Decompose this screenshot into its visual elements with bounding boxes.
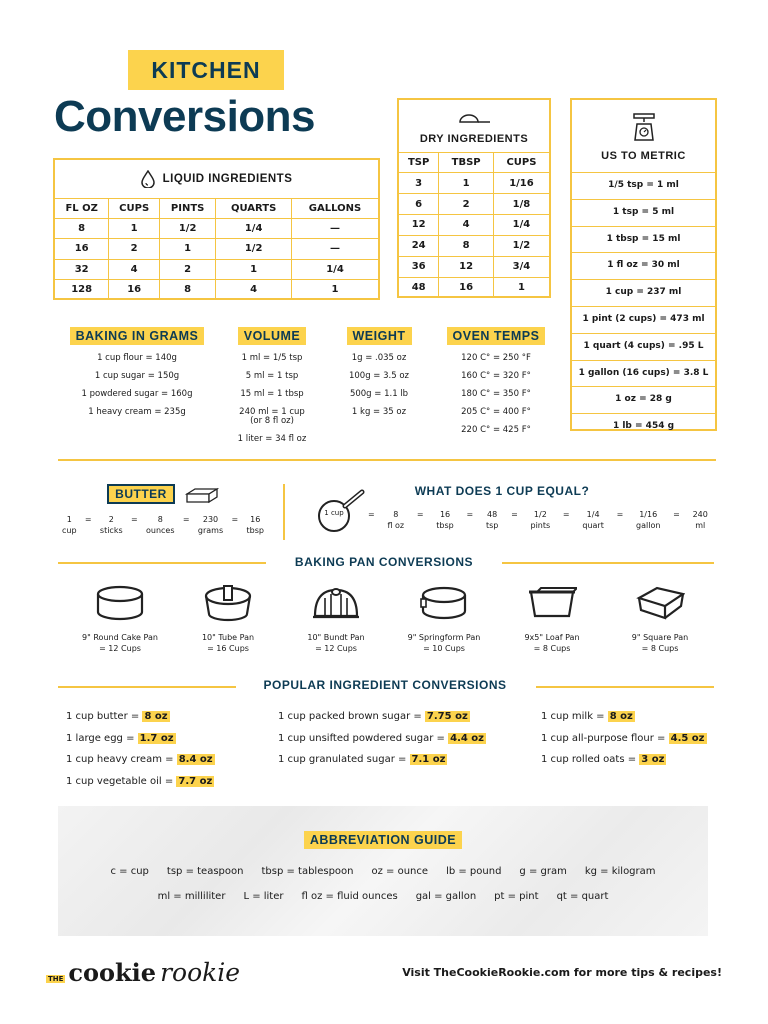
ingredient-label: 1 cup butter = xyxy=(66,711,143,722)
ingredient-value: 1.7 oz xyxy=(139,732,174,744)
equals-sign: = xyxy=(673,510,680,519)
popular-item xyxy=(278,706,486,728)
table-cell: 12 xyxy=(399,215,439,236)
ingredient-value: 7.75 oz xyxy=(426,711,468,722)
logo-the: THE xyxy=(48,975,64,983)
grams-item: 1 cup flour = 140g xyxy=(97,353,177,363)
abbreviation-item: tbsp = tablespoon xyxy=(261,866,354,877)
abbreviation-item: L = liter xyxy=(243,891,284,902)
table-cell: 1 xyxy=(159,239,215,259)
butter-value xyxy=(198,514,223,536)
equals-sign: = xyxy=(84,515,92,524)
column-header: FL OZ xyxy=(55,199,109,218)
metric-item: 1 cup = 237 ml xyxy=(572,280,715,307)
table-cell: 1 xyxy=(291,279,378,299)
value-unit: cup xyxy=(62,526,77,535)
pan-item xyxy=(178,584,278,654)
volume-item: (or 8 fl oz) xyxy=(250,416,294,426)
pan-value: = 10 Cups xyxy=(423,644,465,653)
weight-item: 500g = 1.1 lb xyxy=(349,389,409,399)
ingredient-value: 7.7 oz xyxy=(178,775,213,787)
abbreviation-item: lb = pound xyxy=(446,866,502,877)
us-to-metric-table xyxy=(570,98,717,431)
value-number: 1/2 xyxy=(533,510,547,519)
volume-item: 1 ml = 1/5 tsp xyxy=(241,353,303,363)
value-number: 8 xyxy=(393,510,399,519)
ingredient-value: 8 oz xyxy=(609,711,633,722)
pan-name: 10" Bundt Pan xyxy=(307,633,365,642)
value-number: 2 xyxy=(108,515,114,524)
grams-title: BAKING IN GRAMS xyxy=(70,327,205,345)
ingredient-label: 1 cup rolled oats = xyxy=(541,754,640,765)
table-cell: 3/4 xyxy=(493,256,549,277)
table-cell: 1 xyxy=(216,259,292,279)
popular-item xyxy=(541,706,707,728)
ingredient-label: 1 cup vegetable oil = xyxy=(66,775,177,787)
value-unit: ounces xyxy=(146,526,175,535)
butter-value xyxy=(146,514,175,536)
metric-item: 1/5 tsp = 1 ml xyxy=(572,173,715,200)
table-row xyxy=(399,256,549,277)
equals-sign: = xyxy=(416,510,424,519)
volume-item: 1 liter = 34 fl oz xyxy=(237,434,307,444)
value-number: 16 xyxy=(439,510,451,519)
cup-value xyxy=(531,509,551,531)
value-number: 16 xyxy=(250,515,261,524)
oven-item: 120 C° = 250 °F xyxy=(461,353,531,363)
equals-sign: = xyxy=(368,510,375,519)
table-row xyxy=(399,235,549,256)
popular-item xyxy=(66,749,215,771)
value-number: 1/16 xyxy=(639,510,658,519)
table-cell: 8 xyxy=(159,279,215,299)
metric-item: 1 quart (4 cups) = .95 L xyxy=(572,334,715,361)
volume-section xyxy=(225,325,319,448)
table-cell: 8 xyxy=(439,235,494,256)
cup-value xyxy=(387,509,404,531)
table-cell: 2 xyxy=(159,259,215,279)
table-row xyxy=(55,218,378,238)
table-row xyxy=(55,279,378,299)
butter-value xyxy=(62,514,77,536)
equals-sign: = xyxy=(231,515,239,524)
pan-name: 9" Square Pan xyxy=(631,633,689,642)
droplet-icon xyxy=(141,170,155,188)
abbreviation-item: ml = milliliter xyxy=(157,891,226,902)
value-unit: ml xyxy=(695,521,706,530)
volume-title: VOLUME xyxy=(238,327,306,345)
ingredient-value: 7.1 oz xyxy=(411,754,446,765)
bundt-pan-icon xyxy=(286,584,386,632)
value-number: 230 xyxy=(202,515,219,524)
value-unit: tbsp xyxy=(246,526,264,535)
table-row xyxy=(55,239,378,259)
ingredient-label: 1 cup unsifted powdered sugar = xyxy=(278,732,449,744)
logo-cookie: cookie xyxy=(68,958,157,987)
springform-pan-icon xyxy=(394,584,494,632)
table-cell: 2 xyxy=(109,239,160,259)
butter-value xyxy=(246,514,263,536)
table-cell: 128 xyxy=(55,279,109,299)
value-number: 1/4 xyxy=(586,510,600,519)
table-row xyxy=(399,194,549,215)
value-number: 48 xyxy=(487,510,498,519)
ingredient-value: 8.4 oz xyxy=(178,754,213,765)
table-cell: 1 xyxy=(109,218,160,238)
footer-tagline: Visit TheCookieRookie.com for more tips & recipes! xyxy=(402,966,722,979)
abbreviation-item: c = cup xyxy=(110,866,149,877)
column-header: CUPS xyxy=(493,153,549,173)
equals-sign: = xyxy=(466,510,474,519)
pan-item xyxy=(286,584,386,654)
cup-title: WHAT DOES 1 CUP EQUAL? xyxy=(414,484,590,498)
cup-value xyxy=(582,509,603,531)
table-cell: 4 xyxy=(216,279,292,299)
table-cell: 1 xyxy=(439,173,494,194)
abbreviation-item: fl oz = fluid ounces xyxy=(301,891,398,902)
grams-item: 1 powdered sugar = 160g xyxy=(81,389,193,399)
abbreviation-item: kg = kilogram xyxy=(584,866,656,877)
measuring-cup-icon xyxy=(316,488,368,534)
popular-item xyxy=(541,728,707,750)
abbreviation-item: pt = pint xyxy=(494,891,539,902)
table-cell: 1/2 xyxy=(493,235,549,256)
value-unit: sticks xyxy=(99,526,123,535)
volume-item: 240 ml = 1 cup xyxy=(239,407,305,417)
ingredient-value: 8 oz xyxy=(144,711,168,722)
divider xyxy=(536,686,714,688)
value-unit: tsp xyxy=(485,521,499,530)
pan-value: = 16 Cups xyxy=(207,644,249,653)
value-number: 240 xyxy=(692,510,708,519)
volume-item: 15 ml = 1 tbsp xyxy=(240,389,304,399)
table-cell: — xyxy=(291,239,378,259)
square-pan-icon xyxy=(610,584,710,632)
cup-value xyxy=(486,509,498,531)
liquid-title: LIQUID INGREDIENTS xyxy=(162,173,293,185)
table-cell: 1/8 xyxy=(493,194,549,215)
ingredient-value: 4.4 oz xyxy=(450,732,484,744)
divider xyxy=(58,686,236,688)
table-cell: 8 xyxy=(55,218,109,238)
table-cell: 3 xyxy=(399,173,439,194)
column-header: QUARTS xyxy=(216,199,292,218)
table-cell: 32 xyxy=(55,259,109,279)
dry-ingredients-table xyxy=(397,98,551,298)
value-number: 1 xyxy=(66,515,72,524)
table-cell: 1/2 xyxy=(216,239,292,259)
weight-item: 1 kg = 35 oz xyxy=(351,407,407,417)
cookie-rookie-logo xyxy=(46,958,240,987)
table-cell: 16 xyxy=(55,239,109,259)
pan-name: 10" Tube Pan xyxy=(201,633,255,642)
butter-section xyxy=(58,484,268,536)
table-cell: 6 xyxy=(399,194,439,215)
table-cell: 1/4 xyxy=(216,218,292,238)
table-row xyxy=(399,215,549,236)
abbreviation-item: qt = quart xyxy=(556,891,609,902)
popular-title: POPULAR INGREDIENT CONVERSIONS xyxy=(263,678,507,692)
volume-item: 5 ml = 1 tsp xyxy=(245,371,299,381)
table-cell: 24 xyxy=(399,235,439,256)
metric-item: 1 tbsp = 15 ml xyxy=(572,227,715,254)
column-header: TBSP xyxy=(439,153,494,173)
tube-pan-icon xyxy=(178,584,278,632)
oven-temps-section xyxy=(440,325,552,439)
pan-value: = 12 Cups xyxy=(315,644,357,653)
value-unit: fl oz xyxy=(387,521,405,530)
ingredient-label: 1 large egg = xyxy=(66,732,138,744)
round-cake-pan-icon xyxy=(70,584,170,632)
cup-value xyxy=(636,509,660,531)
equals-sign: = xyxy=(130,515,138,524)
column-header: PINTS xyxy=(159,199,215,218)
table-cell: 4 xyxy=(109,259,160,279)
pan-value: = 12 Cups xyxy=(99,644,141,653)
abbreviation-item: tsp = teaspoon xyxy=(166,866,244,877)
table-row xyxy=(399,277,549,297)
popular-item xyxy=(66,706,215,728)
metric-item: 1 tsp = 5 ml xyxy=(572,200,715,227)
oven-item: 180 C° = 350 F° xyxy=(461,389,531,399)
table-cell: 36 xyxy=(399,256,439,277)
butter-value xyxy=(100,514,123,536)
page-title: Conversions xyxy=(54,92,316,141)
abbreviation-item: g = gram xyxy=(519,866,567,877)
scoop-icon xyxy=(454,110,494,128)
table-cell: 1/16 xyxy=(493,173,549,194)
abbr-title: ABBREVIATION GUIDE xyxy=(304,831,462,849)
oven-item: 220 C° = 425 F° xyxy=(461,425,531,435)
equals-sign: = xyxy=(511,510,518,519)
ingredient-label: 1 cup packed brown sugar = xyxy=(278,711,425,722)
vertical-divider xyxy=(283,484,285,540)
value-unit: grams xyxy=(197,526,224,535)
divider xyxy=(58,562,266,564)
table-cell: 12 xyxy=(439,256,494,277)
table-cell: 16 xyxy=(439,277,494,297)
oven-item: 205 C° = 400 F° xyxy=(461,407,531,417)
pan-value: = 8 Cups xyxy=(533,644,571,653)
table-cell: 4 xyxy=(439,215,494,236)
oven-title: OVEN TEMPS xyxy=(447,327,546,345)
logo-rookie: rookie xyxy=(160,958,241,987)
kitchen-label: KITCHEN xyxy=(128,50,284,90)
cup-value xyxy=(693,509,708,531)
table-row xyxy=(55,259,378,279)
weight-item: 100g = 3.5 oz xyxy=(348,371,410,381)
equals-sign: = xyxy=(182,515,190,524)
pan-value: = 8 Cups xyxy=(641,644,679,653)
popular-item xyxy=(278,728,486,750)
popular-item xyxy=(66,771,215,793)
ingredient-label: 1 cup all-purpose flour = xyxy=(541,732,669,744)
pan-name: 9" Round Cake Pan xyxy=(82,633,158,642)
grams-item: 1 cup sugar = 150g xyxy=(94,371,180,381)
metric-item: 1 fl oz = 30 ml xyxy=(572,253,715,280)
liquid-ingredients-table xyxy=(53,158,380,300)
value-number: 8 xyxy=(157,515,163,524)
pan-item xyxy=(502,584,602,654)
pan-item xyxy=(70,584,170,654)
table-cell: 16 xyxy=(109,279,160,299)
pan-item xyxy=(394,584,494,654)
ingredient-label: 1 cup granulated sugar = xyxy=(278,754,410,765)
ingredient-value: 4.5 oz xyxy=(670,732,705,744)
abbreviation-item: oz = ounce xyxy=(371,866,429,877)
metric-title: US TO METRIC xyxy=(601,150,686,162)
metric-item: 1 oz = 28 g xyxy=(572,387,715,414)
value-unit: tbsp xyxy=(436,521,454,530)
divider xyxy=(58,459,716,461)
ingredient-label: 1 cup milk = xyxy=(541,711,608,722)
oven-item: 160 C° = 320 F° xyxy=(461,371,531,381)
table-cell: 2 xyxy=(439,194,494,215)
butter-title: BUTTER xyxy=(107,484,175,504)
metric-item: 1 lb = 454 g xyxy=(612,421,675,432)
cup-value xyxy=(436,509,453,531)
popular-item xyxy=(278,749,486,771)
abbreviation-item: gal = gallon xyxy=(415,891,477,902)
table-cell: 1 xyxy=(493,277,549,297)
pan-name: 9" Springform Pan xyxy=(407,633,481,642)
scale-icon xyxy=(631,112,657,142)
column-header: TSP xyxy=(399,153,439,173)
equals-sign: = xyxy=(616,510,624,519)
ingredient-label: 1 cup heavy cream = xyxy=(66,754,177,765)
dry-title: DRY INGREDIENTS xyxy=(419,133,529,145)
value-unit: quart xyxy=(582,521,604,530)
table-cell: 1/4 xyxy=(291,259,378,279)
column-header: CUPS xyxy=(109,199,160,218)
table-cell: 1/4 xyxy=(493,215,549,236)
pan-name: 9x5" Loaf Pan xyxy=(524,633,580,642)
cup-icon-label: 1 cup xyxy=(324,509,344,517)
pans-title: BAKING PAN CONVERSIONS xyxy=(294,555,474,569)
popular-item xyxy=(66,728,215,750)
grams-item: 1 heavy cream = 235g xyxy=(88,407,186,417)
table-row xyxy=(399,173,549,194)
loaf-pan-icon xyxy=(502,584,602,632)
table-cell: 48 xyxy=(399,277,439,297)
value-unit: pints xyxy=(530,521,551,530)
ingredient-value: 3 oz xyxy=(641,754,665,765)
popular-item xyxy=(541,749,707,771)
metric-item: 1 gallon (16 cups) = 3.8 L xyxy=(572,361,715,388)
metric-item: 1 pint (2 cups) = 473 ml xyxy=(572,307,715,334)
weight-item: 1g = .035 oz xyxy=(351,353,407,363)
column-header: GALLONS xyxy=(291,199,378,218)
divider xyxy=(502,562,714,564)
weight-title: WEIGHT xyxy=(347,327,412,345)
table-cell: 1/2 xyxy=(159,218,215,238)
value-unit: gallon xyxy=(636,521,661,530)
table-cell: — xyxy=(291,218,378,238)
baking-in-grams-section xyxy=(64,325,210,421)
butter-icon xyxy=(185,486,219,504)
pan-item xyxy=(610,584,710,654)
equals-sign: = xyxy=(562,510,570,519)
weight-section xyxy=(332,325,426,421)
